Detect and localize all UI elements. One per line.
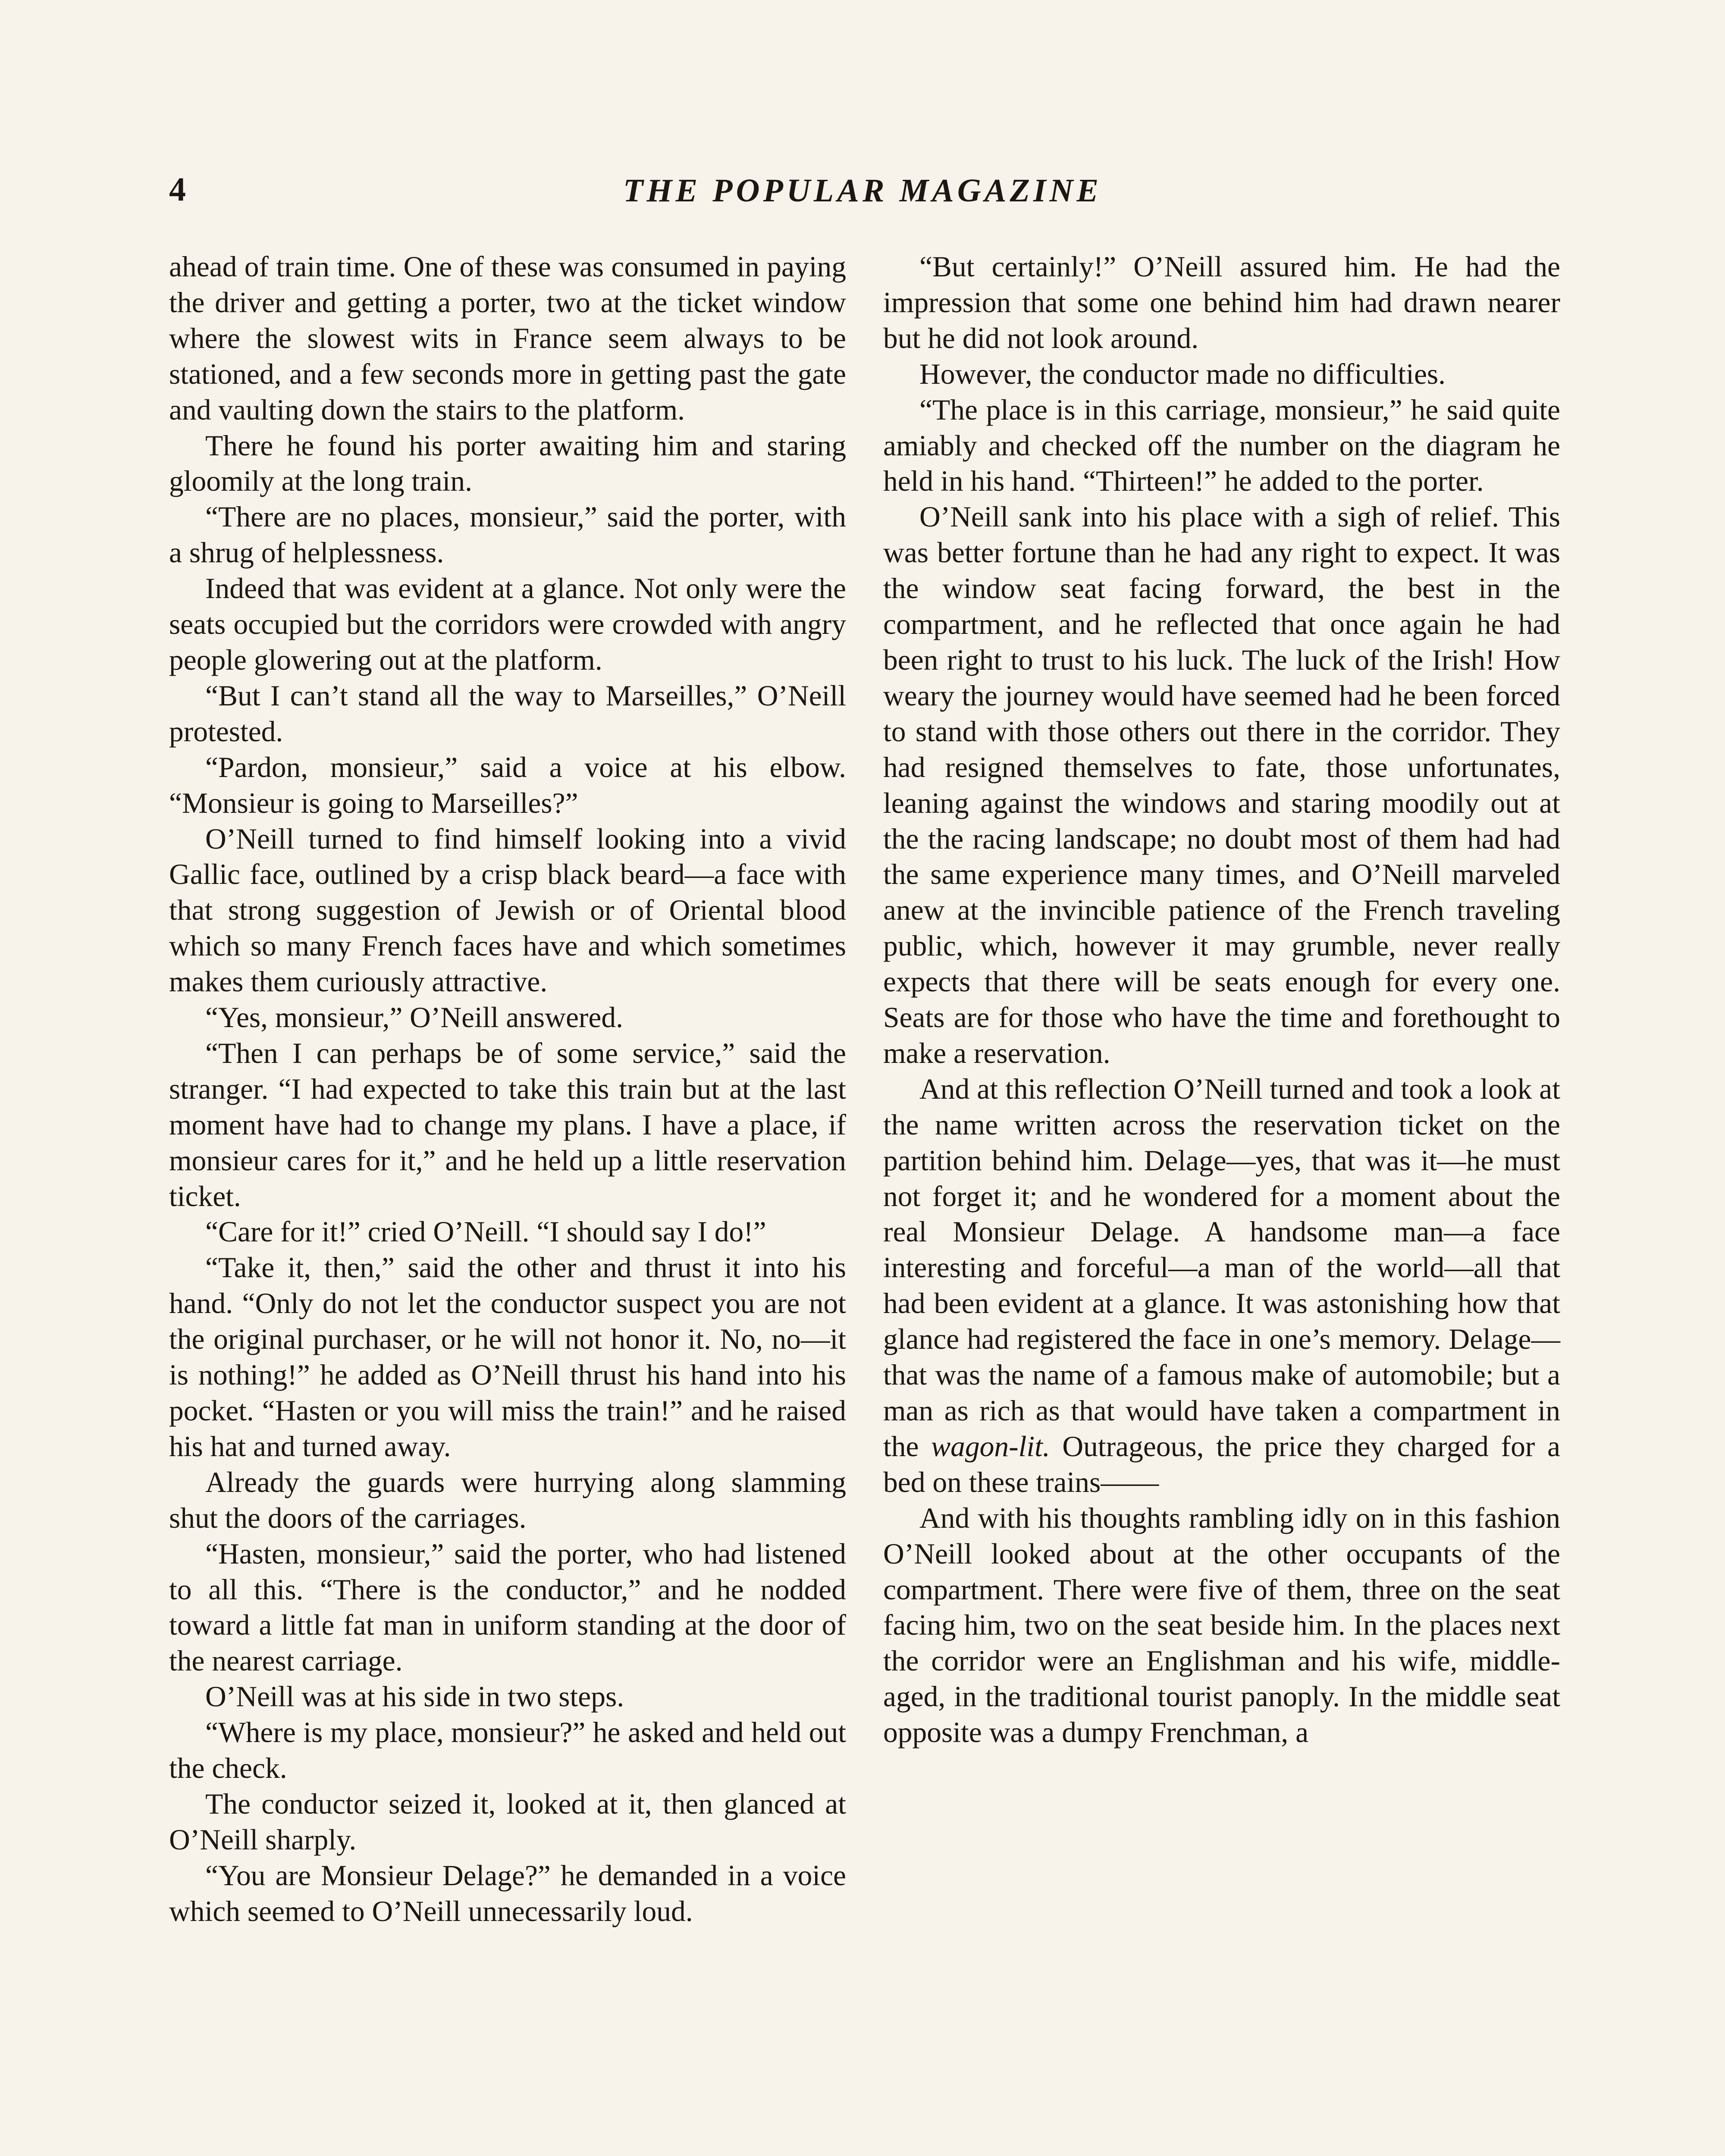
paragraph: “Care for it!” cried O’Neill. “I should say I do!” [205, 1216, 766, 1248]
paragraph: O’Neill sank into his place with a sigh of relief. This was better fortune than he had any right to expect. It was the window seat facing forward, the best in the compartment, and he reflected that once again he had been right to trust to his luck. The luck of the Irish! How weary the journey would have seemed had he been forced to stand with those others out there in the corridor. They had resigned themselves to fate, those unfortunates, leaning against the windows and staring moodily out at the the racing landscape; no doubt most of them had had the same experience many times, and O’Neill marveled anew at the invincible patience of the French traveling public, which, however it may grumble, never really expects that there will be seats enough for every one. Seats are for those who have the time and forethought to make a reservation. [883, 501, 1560, 1069]
paragraph: O’Neill was at his side in two steps. [205, 1680, 624, 1713]
paragraph-text: Outrageous, the price they charged for a bed on these trains—— [883, 1430, 1560, 1498]
paragraph: “Yes, monsieur,” O’Neill answered. [205, 1001, 623, 1034]
paragraph: However, the conductor made no difficulties. [919, 357, 1446, 390]
paragraph: “There are no places, monsieur,” said the porter, with a shrug of helplessness. [169, 501, 846, 569]
paragraph: “Pardon, monsieur,” said a voice at his elbow. “Monsieur is going to Marseilles?” [169, 751, 846, 819]
italic-term: wagon-lit. [931, 1430, 1050, 1463]
left-column [169, 249, 846, 1930]
paragraph: “You are Monsieur Delage?” he demanded in a voice which seemed to O’Neill unnecessarily loud. [169, 1859, 846, 1927]
page-number: 4 [169, 170, 186, 208]
running-head: THE POPULAR MAGAZINE [623, 172, 1102, 209]
paragraph: The conductor seized it, looked at it, then glanced at O’Neill sharply. [169, 1787, 846, 1856]
paragraph: “The place is in this carriage, monsieur,” he said quite amiably and checked off the number on the diagram he held in his hand. “Thirteen!” he added to the porter. [883, 393, 1560, 498]
paragraph: “Take it, then,” said the other and thrust it into his hand. “Only do not let the conductor suspect you are not the original purchaser, or he will not honor it. No, no—it is nothing!” he added as O’Neill thrust his hand into his pocket. “Hasten or you will miss the train!” and he raised his hat and turned away. [169, 1251, 846, 1463]
right-column [883, 249, 1560, 1751]
paragraph: There he found his porter awaiting him and staring gloomily at the long train. [169, 429, 846, 498]
paragraph-text: And at this reflection O’Neill turned and took a look at the name written across the reservation ticket on the partition behind him. Delage—yes, that was it—he must not forget it; and he wondered for a moment about the real Monsieur Delage. A handsome man—a face interesting and forceful—a man of the world—all that had been evident at a glance. It was astonishing how that glance had registered the face in one’s memory. Delage—that was the name of a famous make of automobile; but a man as rich as that would have taken a compartment in the [883, 1072, 1560, 1463]
paragraph: O’Neill turned to find himself looking into a vivid Gallic face, outlined by a crisp black beard—a face with that strong suggestion of Jewish or of Oriental blood which so many French faces have and which sometimes makes them curiously attractive. [169, 822, 846, 998]
paragraph [883, 1072, 1560, 1501]
paragraph: “Hasten, monsieur,” said the porter, who had listened to all this. “There is the conductor,” and he nodded toward a little fat man in uniform standing at the door of the nearest carriage. [169, 1537, 846, 1677]
paragraph: ahead of train time. One of these was consumed in paying the driver and getting a porter, two at the ticket window where the slowest wits in France seem always to be stationed, and a few seconds more in getting past the gate and vaulting down the stairs to the platform. [169, 251, 846, 426]
paragraph: “But I can’t stand all the way to Marseilles,” O’Neill protested. [169, 679, 846, 748]
paragraph: “Then I can perhaps be of some service,” said the stranger. “I had expected to take this train but at the last moment have had to change my plans. I have a place, if monsieur cares for it,” and he held up a little reservation ticket. [169, 1037, 846, 1213]
paragraph: And with his thoughts rambling idly on in this fashion O’Neill looked about at the other occupants of the compartment. There were five of them, three on the seat facing him, two on the seat beside him. In the places next the corridor were an Englishman and his wife, middle-aged, in the traditional tourist panoply. In the middle seat opposite was a dumpy Frenchman, a [883, 1501, 1560, 1749]
paragraph: “Where is my place, monsieur?” he asked and held out the check. [169, 1716, 846, 1785]
paragraph: Already the guards were hurrying along slamming shut the doors of the carriages. [169, 1466, 846, 1534]
paragraph: “But certainly!” O’Neill assured him. He had the impression that some one behind him had drawn nearer but he did not look around. [883, 251, 1560, 354]
paragraph: Indeed that was evident at a glance. Not only were the seats occupied but the corridors were crowded with angry people glowering out at the platform. [169, 572, 846, 676]
